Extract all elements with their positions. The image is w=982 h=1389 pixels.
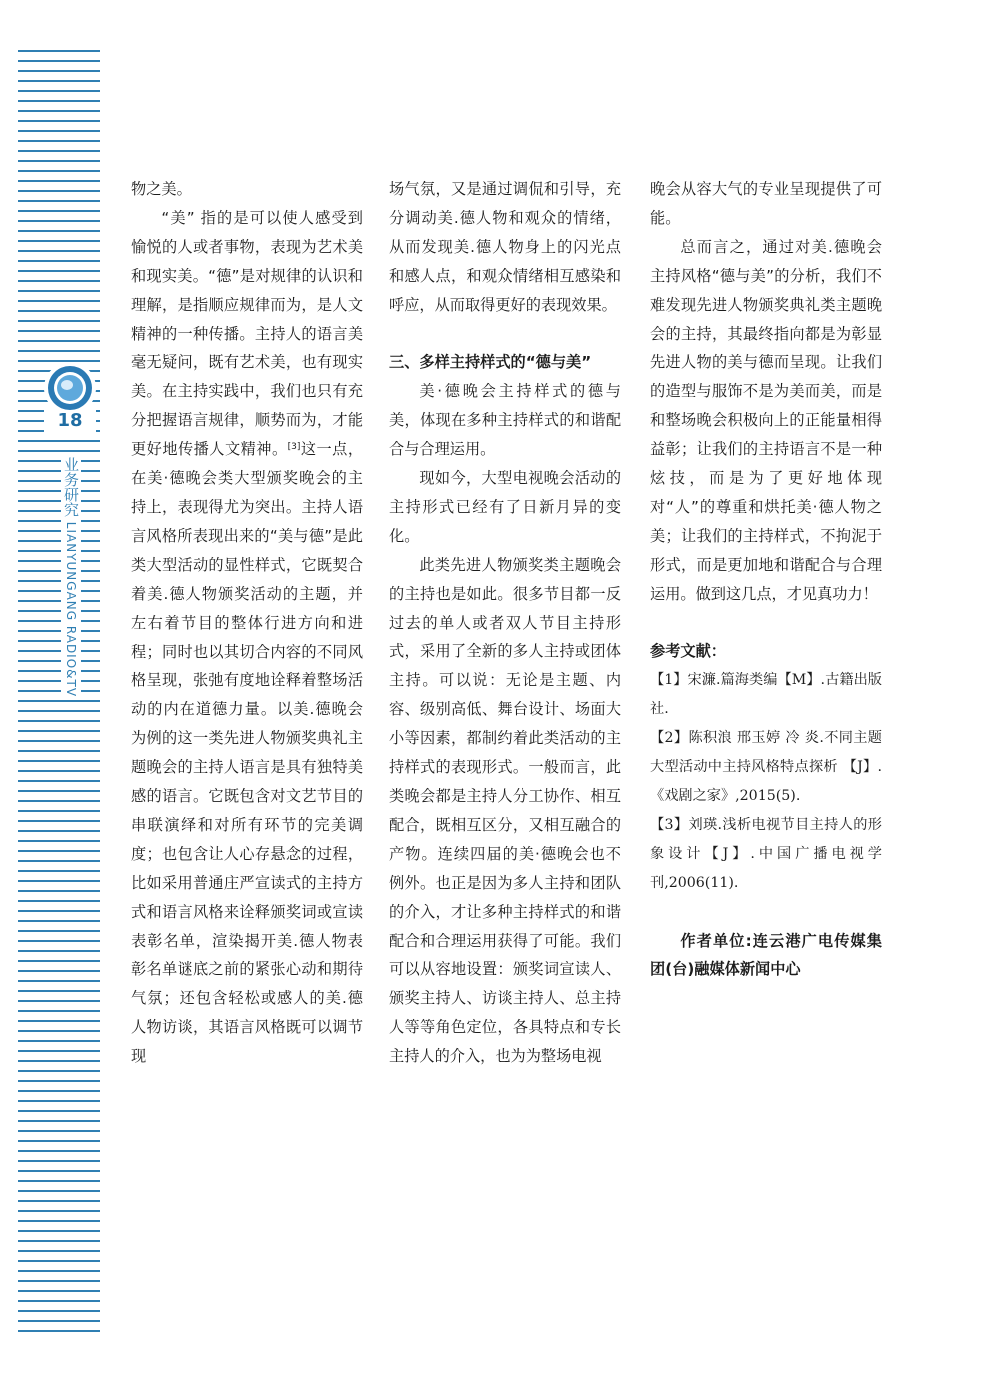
- author-affiliation: 作者单位:连云港广电传媒集团(台)融媒体新闻中心: [650, 931, 882, 979]
- reference-item: 【2】陈积浪 邢玉婷 冷 炎.不同主题大型活动中主持风格特点探析 【J】.《戏剧之家》,2015(5).: [650, 730, 882, 805]
- section-label: [61, 455, 81, 699]
- paragraph: 美·德晚会主持样式的德与美，体现在多种主持样式的和谐配合与合理运用。: [389, 382, 621, 459]
- magazine-logo-icon: [44, 362, 96, 414]
- citation-marker: [3]: [287, 442, 301, 453]
- paragraph: 物之美。: [131, 180, 192, 198]
- paragraph-text: “美” 指的是可以使人感受到愉悦的人或者事物，表现为艺术美和现实美。“德”是对规律的认识和理解，是指顺应规律而为，是人文精神的一种传播。主持人的语言美毫无疑问，既有艺术美，也有现实美。在主持实践中，我们也只有充分把握语言规律，顺势而为，才能更好地传播人文精神。: [131, 208, 363, 459]
- page-number: 18: [44, 410, 96, 432]
- section-label-en: LIANYUNGANG RADIO&TV: [64, 521, 78, 698]
- article-column-2: [389, 175, 621, 1071]
- paragraph: 晚会从容大气的专业呈现提供了可能。: [650, 180, 882, 227]
- reference-item: 【1】宋濂.篇海类编【M】.古籍出版社.: [650, 672, 882, 718]
- paragraph-text: 这一点，在美·德晚会类大型颁奖晚会的主持上，表现得尤为突出。主持人语言风格所表现出来的“美与德”是此类大型活动的显性样式，它既契合着美.德人物颁奖活动的主题，并左右着节目的整体行进方向和进程；同时也以其切合内容的不同风格呈现，张弛有度地诠释着整场活动的内在道德力量。以美.德晚会为例的这一类先进人物颁奖典礼主题晚会的主持人语言是具有独特美感的语言。它既包含对文艺节目的串联演绎和对所有环节的完美调度；也包含让人心存悬念的过程，比如采用普通庄严宣读式的主持方式和语言风格来诠释颁奖词或宣读表彰名单，渲染揭开美.德人物表彰名单谜底之前的紧张心动和期待气氛；还包含轻松或感人的美.德人物访谈，其语言风格既可以调节现: [131, 440, 364, 1066]
- reference-item: 【3】刘瑛.浅析电视节目主持人的形象设计【J】.中国广播电视学刊,2006(11).: [650, 816, 882, 891]
- left-stripe-decoration: [18, 50, 100, 1332]
- section-heading: 三、多样主持样式的“德与美”: [389, 353, 592, 372]
- paragraph: 此类先进人物颁奖类主题晚会的主持也是如此。很多节目都一反过去的单人或者双人节目主持形式，采用了全新的多人主持或团体主持。可以说：无论是主题、内容、级别高低、舞台设计、场面大小等因素，都制约着此类活动的主持样式的表现形式。一般而言，此类晚会都是主持人分工协作、相互配合，既相互区分，又相互融合的产物。连续四届的美·德晚会也不例外。也正是因为多人主持和团队的介入，才让多种主持样式的和谐配合和合理运用获得了可能。我们可以从容地设置：颁奖词宣读人、颁奖主持人、访谈主持人、总主持人等等角色定位，各具特点和专长主持人的介入，也为为整场电视: [389, 555, 621, 1066]
- paragraph: 场气氛，又是通过调侃和引导，充分调动美.德人物和观众的情绪，从而发现美.德人物身上的闪光点和感人点，和观众情绪相互感染和呼应，从而取得更好的表现效果。: [389, 180, 621, 314]
- section-label-cn: 业务研究: [62, 457, 80, 517]
- references-heading: 参考文献：: [650, 642, 726, 661]
- spacer: [389, 320, 621, 349]
- spacer: [650, 898, 882, 927]
- paragraph: 总而言之，通过对美.德晚会主持风格“德与美”的分析，我们不难发现先进人物颁奖典礼类主题晚会的主持，其最终指向都是为彰显先进人物的美与德而呈现。让我们的造型与服饰不是为美而美，而是和整场晚会积极向上的正能量相得益彰；让我们的主持语言不是一种炫技，而是为了更好地体现对“人”的尊重和烘托美·德人物之美；让我们的主持样式，不拘泥于形式，而是更加地和谐配合与合理运用。做到这几点，才见真功力！: [650, 237, 882, 603]
- article-column-3: [650, 175, 882, 984]
- spacer: [650, 609, 882, 638]
- paragraph: 现如今，大型电视晚会活动的主持形式已经有了日新月异的变化。: [389, 469, 621, 545]
- article-column-1: [131, 175, 363, 1071]
- paragraph: [131, 204, 363, 1071]
